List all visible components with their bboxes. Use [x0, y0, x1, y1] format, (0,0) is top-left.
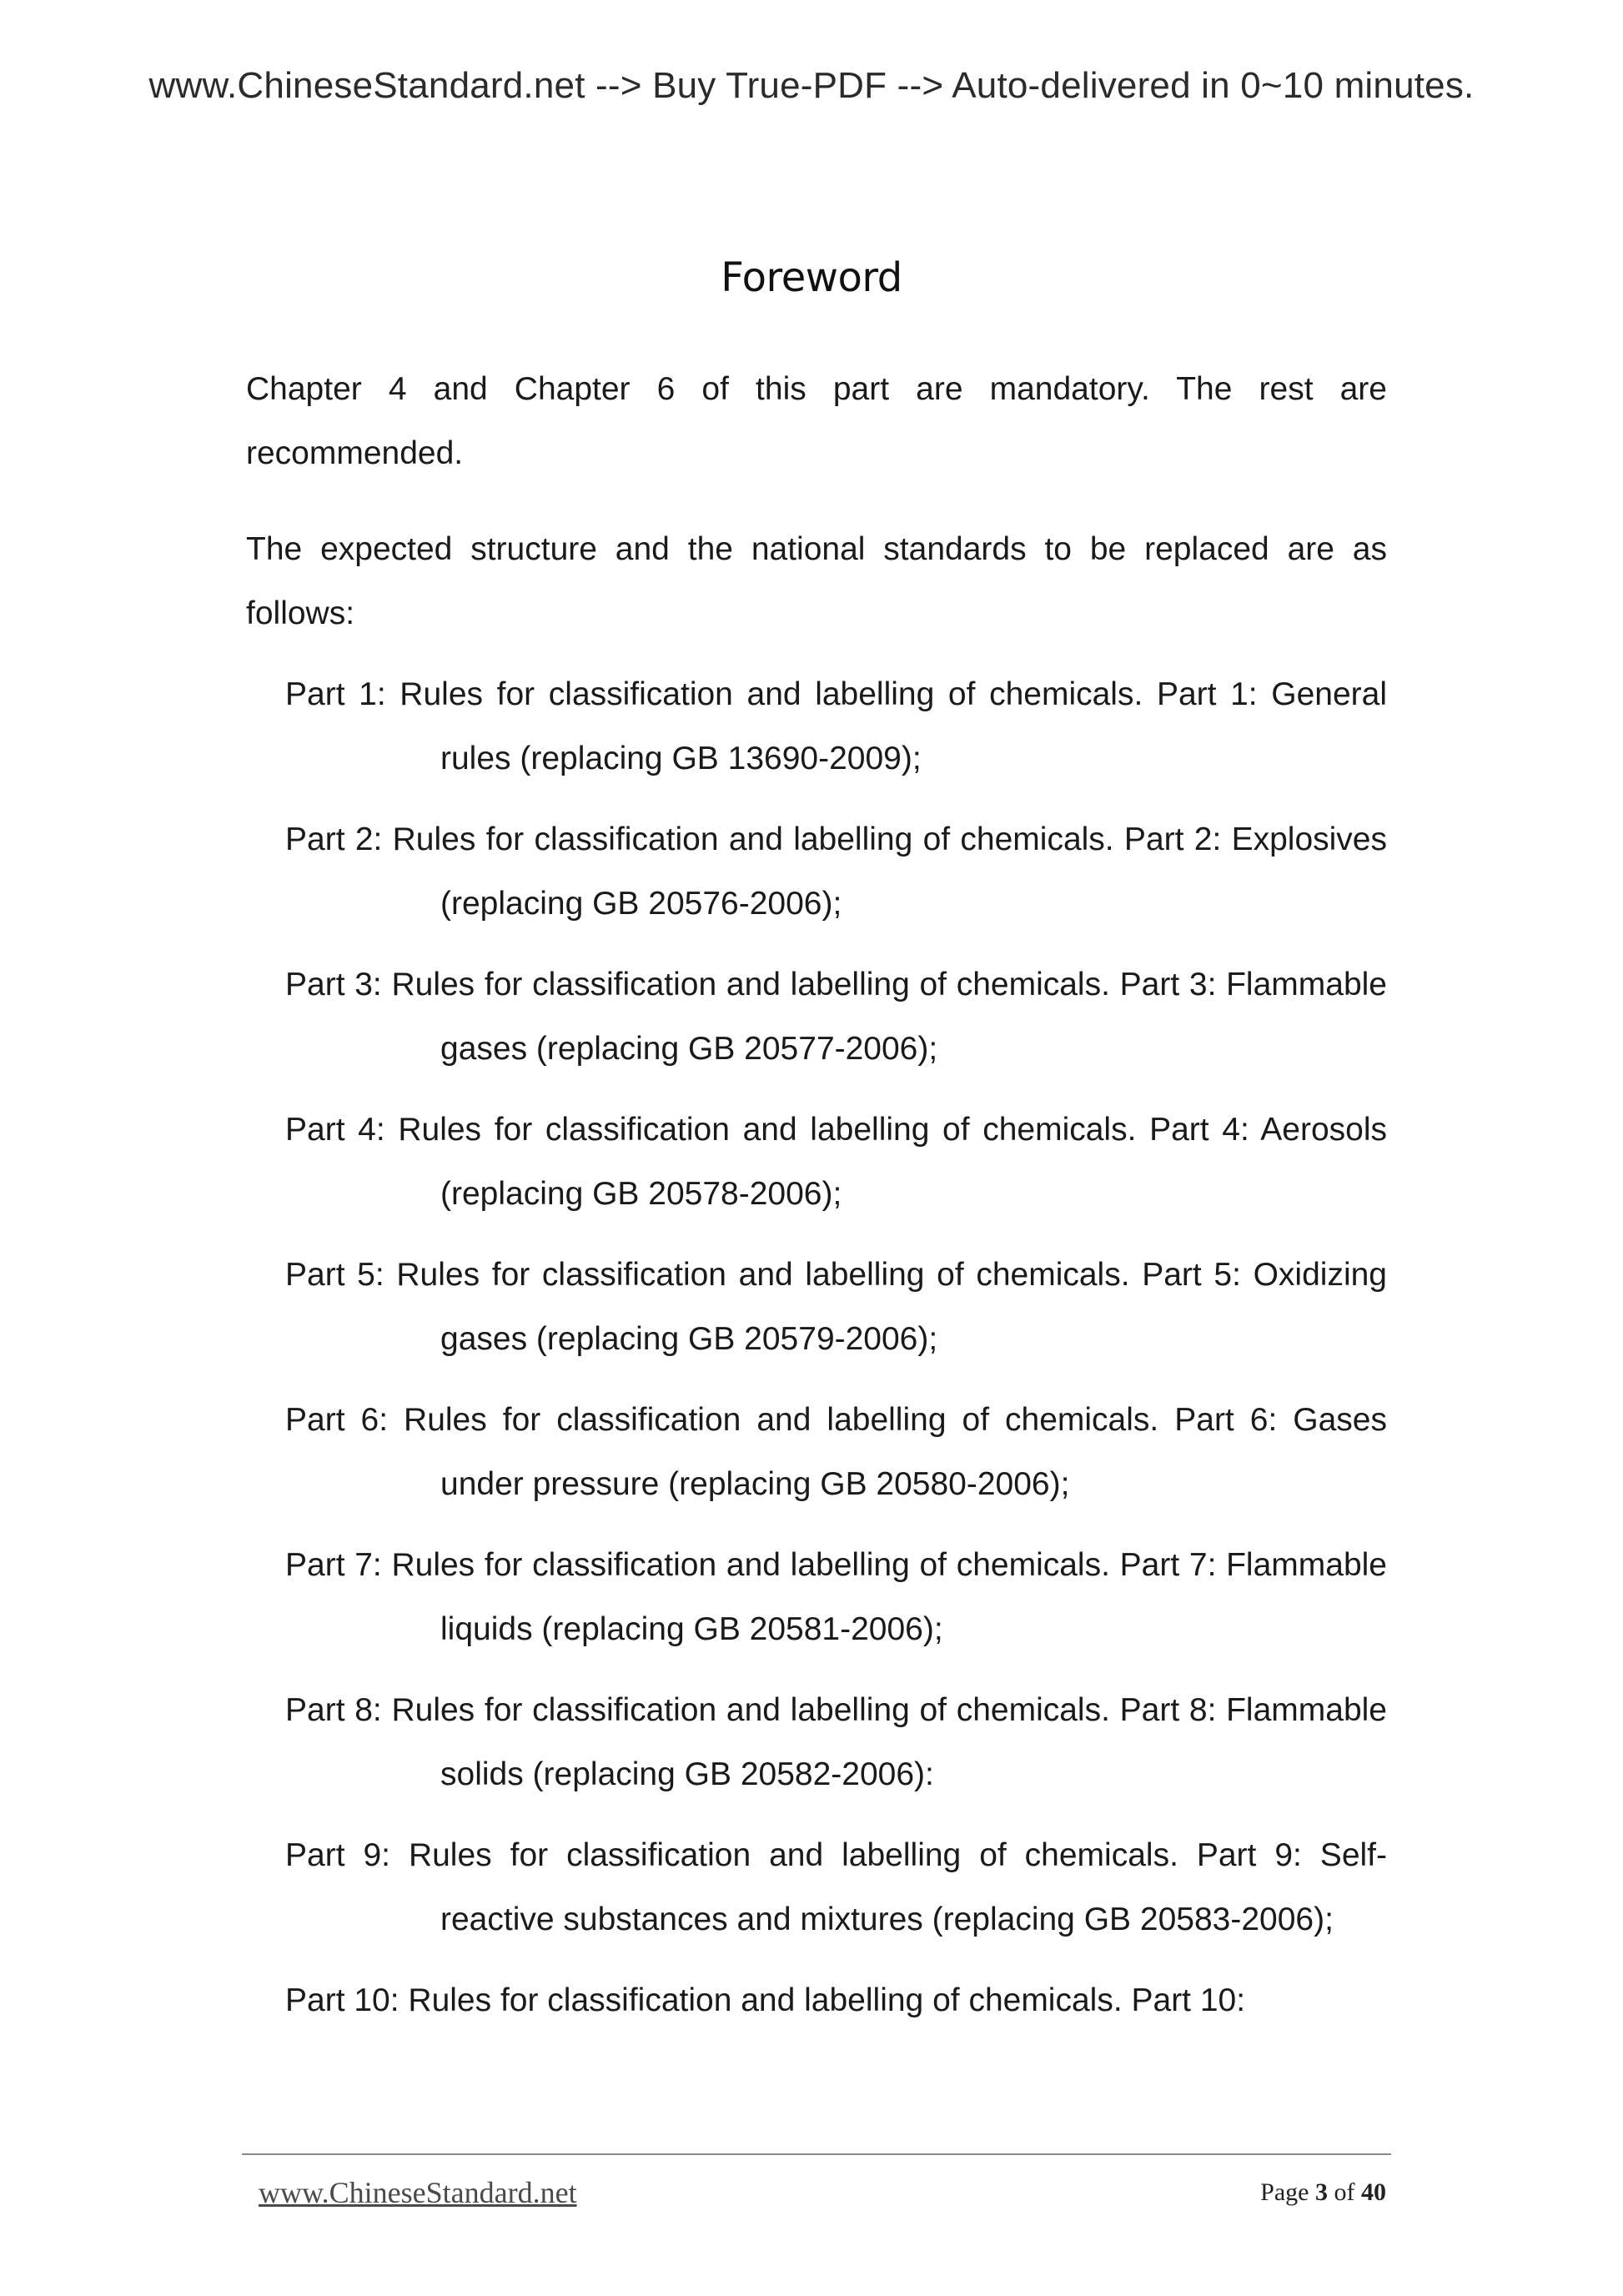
page-label: Page — [1260, 2178, 1309, 2206]
list-item-part-6: Part 6: Rules for classification and labelling of chemicals. Part 6: Gases under pressure (replacing GB 20580-2006); — [285, 1402, 1387, 1502]
page-current: 3 — [1315, 2178, 1328, 2206]
list-item-part-7: Part 7: Rules for classification and labelling of chemicals. Part 7: Flammable liquids (replacing GB 20581-2006); — [285, 1547, 1387, 1647]
document-body — [246, 357, 1387, 2049]
footer-divider — [242, 2153, 1391, 2155]
paragraph-structure: The expected structure and the national standards to be replaced are as follows: — [246, 531, 1387, 631]
footer-site-link[interactable]: www.ChineseStandard.net — [259, 2176, 577, 2209]
list-item-part-3: Part 3: Rules for classification and labelling of chemicals. Part 3: Flammable gases (replacing GB 20577-2006); — [285, 967, 1387, 1067]
list-item-part-10: Part 10: Rules for classification and labelling of chemicals. Part 10: — [285, 1982, 1246, 2018]
page-total: 40 — [1361, 2178, 1386, 2206]
page-title: Foreword — [721, 254, 902, 301]
top-banner: www.ChineseStandard.net --> Buy True-PDF --> Auto-delivered in 0~10 minutes. — [148, 65, 1475, 106]
page-number — [1260, 2178, 1386, 2207]
list-item-part-1: Part 1: Rules for classification and labelling of chemicals. Part 1: General rules (replacing GB 13690-2009); — [285, 676, 1387, 776]
paragraph-mandatory: Chapter 4 and Chapter 6 of this part are mandatory. The rest are recommended. — [246, 371, 1387, 471]
page-of-label: of — [1334, 2178, 1355, 2206]
list-item-part-8: Part 8: Rules for classification and labelling of chemicals. Part 8: Flammable solids (replacing GB 20582-2006): — [285, 1692, 1387, 1792]
list-item-part-4: Part 4: Rules for classification and labelling of chemicals. Part 4: Aerosols (replacing GB 20578-2006); — [285, 1112, 1387, 1212]
list-item-part-9: Part 9: Rules for classification and labelling of chemicals. Part 9: Self-reactive substances and mixtures (replacing GB 20583-2006); — [285, 1837, 1387, 1937]
list-item-part-5: Part 5: Rules for classification and labelling of chemicals. Part 5: Oxidizing gases (replacing GB 20579-2006); — [285, 1257, 1387, 1357]
list-item-part-2: Part 2: Rules for classification and labelling of chemicals. Part 2: Explosives (replacing GB 20576-2006); — [285, 821, 1387, 922]
